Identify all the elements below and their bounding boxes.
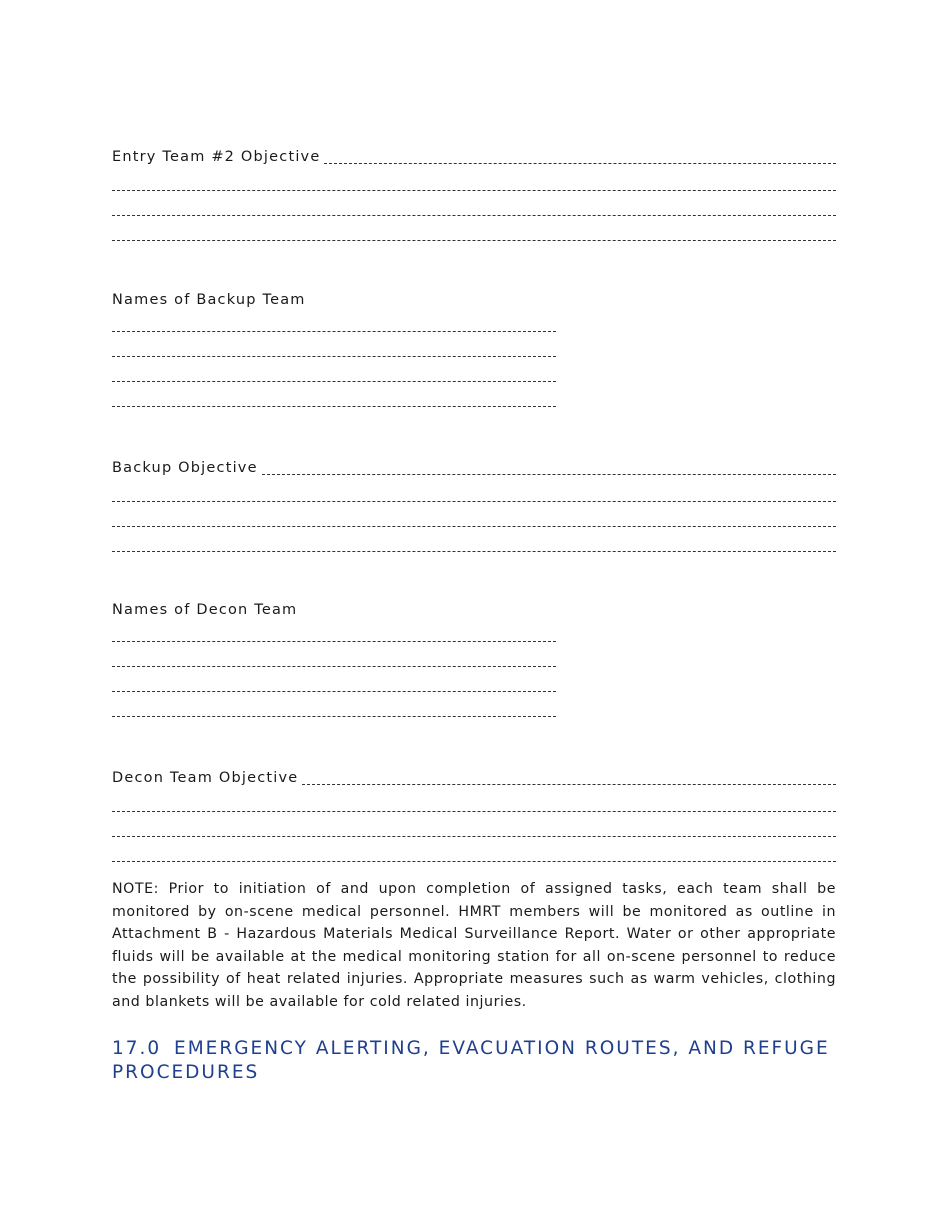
backup-objective-line-4[interactable] [112,551,836,552]
decon-team-objective-line-3[interactable] [112,836,836,837]
backup-team-name-line-4[interactable] [112,406,556,407]
decon-team-name-line-4[interactable] [112,716,556,717]
decon-team-name-line-2[interactable] [112,666,556,667]
backup-objective-row [112,459,836,477]
decon-team-name-line-3[interactable] [112,691,556,692]
section-number: 17.0 [112,1038,162,1059]
document-page [112,0,836,1230]
decon-team-objective-line-4[interactable] [112,861,836,862]
decon-team-names-label: Names of Decon Team [112,602,298,618]
section-title: EMERGENCY ALERTING, EVACUATION ROUTES, AND REFUGE PROCEDURES [112,1038,830,1083]
decon-team-names-field [112,601,836,717]
backup-objective-line-2[interactable] [112,501,836,502]
entry-team-2-objective-row [112,148,836,166]
decon-team-name-line-1[interactable] [112,641,556,642]
backup-objective-label: Backup Objective [112,460,258,476]
backup-objective-field [112,459,836,552]
entry-team-2-objective-line-4[interactable] [112,240,836,241]
backup-team-names-label: Names of Backup Team [112,292,306,308]
monitoring-note-paragraph: NOTE: Prior to initiation of and upon completion of assigned tasks, each team shall be monitored by on-scene medical personnel. HMRT members will be monitored as outline in Attachment B - Hazardous Materials Medical Surveillance Report. Water or other appropriate fluids will be available at the medical monitoring station for all on-scene personnel to reduce the possibility of heat related injuries. Appropriate measures such as warm vehicles, clothing and blankets will be available for cold related injuries. [112,881,836,1010]
backup-team-names-field [112,291,836,407]
entry-team-2-objective-blank[interactable] [324,163,836,164]
entry-team-2-objective-label: Entry Team #2 Objective [112,149,321,165]
entry-team-2-objective-field [112,148,836,241]
backup-objective-line-3[interactable] [112,526,836,527]
backup-team-name-line-2[interactable] [112,356,556,357]
decon-team-objective-label: Decon Team Objective [112,770,299,786]
backup-team-name-line-3[interactable] [112,381,556,382]
entry-team-2-objective-line-2[interactable] [112,190,836,191]
backup-team-name-line-1[interactable] [112,331,556,332]
entry-team-2-objective-line-3[interactable] [112,215,836,216]
backup-objective-blank[interactable] [262,474,836,475]
decon-team-objective-blank[interactable] [302,784,836,785]
section-heading [112,1037,836,1085]
decon-team-objective-line-2[interactable] [112,811,836,812]
decon-team-objective-field [112,769,836,862]
decon-team-objective-row [112,769,836,787]
